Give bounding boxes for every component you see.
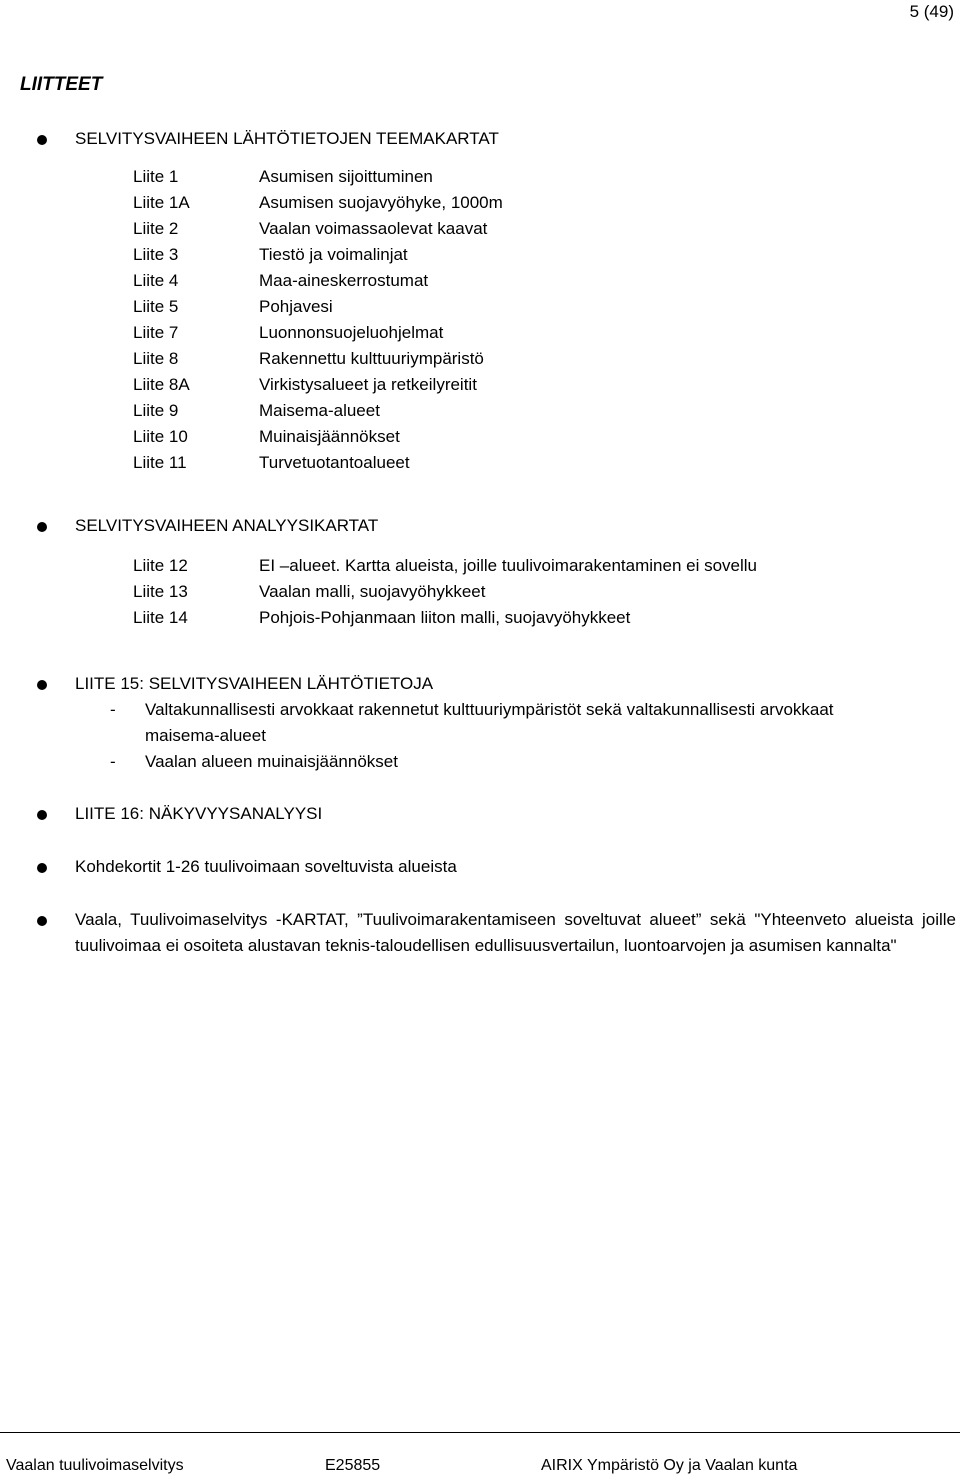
liite-item-code: Liite 5 (133, 297, 179, 316)
liite-item-code: Liite 8A (133, 375, 190, 394)
liite-15-item-2: Vaalan alueen muinaisjäännökset (145, 752, 398, 771)
section-title-teemakartat: SELVITYSVAIHEEN LÄHTÖTIETOJEN TEEMAKARTAT (75, 129, 499, 148)
liite-item-code: Liite 3 (133, 245, 179, 264)
bullet-icon (37, 680, 47, 690)
liite-item-code: Liite 11 (133, 453, 187, 472)
liite-item-title: Asumisen suojavyöhyke, 1000m (259, 193, 503, 212)
liite-item-title: EI –alueet. Kartta alueista, joille tuulivoimarakentaminen ei sovellu (259, 556, 757, 575)
page-number: 5 (49) (909, 2, 954, 21)
page-heading: LIITTEET (20, 74, 103, 95)
liite-15-item-1-line-1: Valtakunnallisesti arvokkaat rakennetut kulttuuriympäristöt sekä valtakunnallisesti arvokkaat (145, 700, 834, 719)
liite-15-item-1-line-2: maisema-alueet (145, 726, 266, 745)
liite-item-title: Muinaisjäännökset (259, 427, 400, 446)
liite-item-title: Maisema-alueet (259, 401, 380, 420)
footer-left: Vaalan tuulivoimaselvitys (6, 1457, 184, 1474)
liite-item-title: Asumisen sijoittuminen (259, 167, 433, 186)
kartat-paragraph: Vaala, Tuulivoimaselvitys -KARTAT, ”Tuulivoimarakentamiseen soveltuvat alueet” sekä "Yhteenveto alueista joille tuulivoimaa ei osoiteta alustavan teknis-taloudellisen edullisuusvertailun, luontoarvojen ja asumisen kannalta" (75, 910, 956, 955)
bullet-icon (37, 916, 47, 926)
bullet-icon (37, 863, 47, 873)
section-title-liite-16: LIITE 16: NÄKYVYYSANALYYSI (75, 804, 323, 823)
liite-item-title: Luonnonsuojeluohjelmat (259, 323, 444, 342)
liite-item-code: Liite 12 (133, 556, 188, 575)
liite-item-title: Turvetuotantoalueet (259, 453, 410, 472)
liite-item-title: Maa-aineskerrostumat (259, 271, 429, 290)
liite-item-code: Liite 1 (133, 167, 179, 186)
liite-item-code: Liite 1A (133, 193, 190, 212)
liite-item-code: Liite 7 (133, 323, 179, 342)
bullet-icon (37, 135, 47, 145)
footer-right: AIRIX Ympäristö Oy ja Vaalan kunta (541, 1457, 798, 1474)
liite-item-title: Tiestö ja voimalinjat (259, 245, 408, 264)
liite-item-code: Liite 9 (133, 401, 179, 420)
liite-item-title: Vaalan voimassaolevat kaavat (259, 219, 488, 238)
liite-item-code: Liite 4 (133, 271, 179, 290)
section-title-kohdekortit: Kohdekortit 1-26 tuulivoimaan soveltuvista alueista (75, 857, 457, 876)
liite-item-title: Pohjois-Pohjanmaan liiton malli, suojavyöhykkeet (259, 608, 631, 627)
footer-divider (0, 1432, 960, 1433)
section-title-liite-15: LIITE 15: SELVITYSVAIHEEN LÄHTÖTIETOJA (75, 674, 434, 693)
dash-marker: - (110, 700, 116, 719)
liite-item-title: Vaalan malli, suojavyöhykkeet (259, 582, 486, 601)
footer-center: E25855 (325, 1457, 381, 1474)
bullet-icon (37, 810, 47, 820)
liite-item-title: Rakennettu kulttuuriympäristö (259, 349, 484, 368)
liite-item-title: Pohjavesi (259, 297, 333, 316)
bullet-icon (37, 522, 47, 532)
dash-marker: - (110, 752, 116, 771)
liite-item-code: Liite 8 (133, 349, 179, 368)
liite-item-title: Virkistysalueet ja retkeilyreitit (259, 375, 477, 394)
liite-item-code: Liite 14 (133, 608, 188, 627)
liite-item-code: Liite 13 (133, 582, 188, 601)
liite-item-code: Liite 2 (133, 219, 179, 238)
section-title-analyysikartat: SELVITYSVAIHEEN ANALYYSIKARTAT (75, 516, 379, 535)
liite-item-code: Liite 10 (133, 427, 188, 446)
